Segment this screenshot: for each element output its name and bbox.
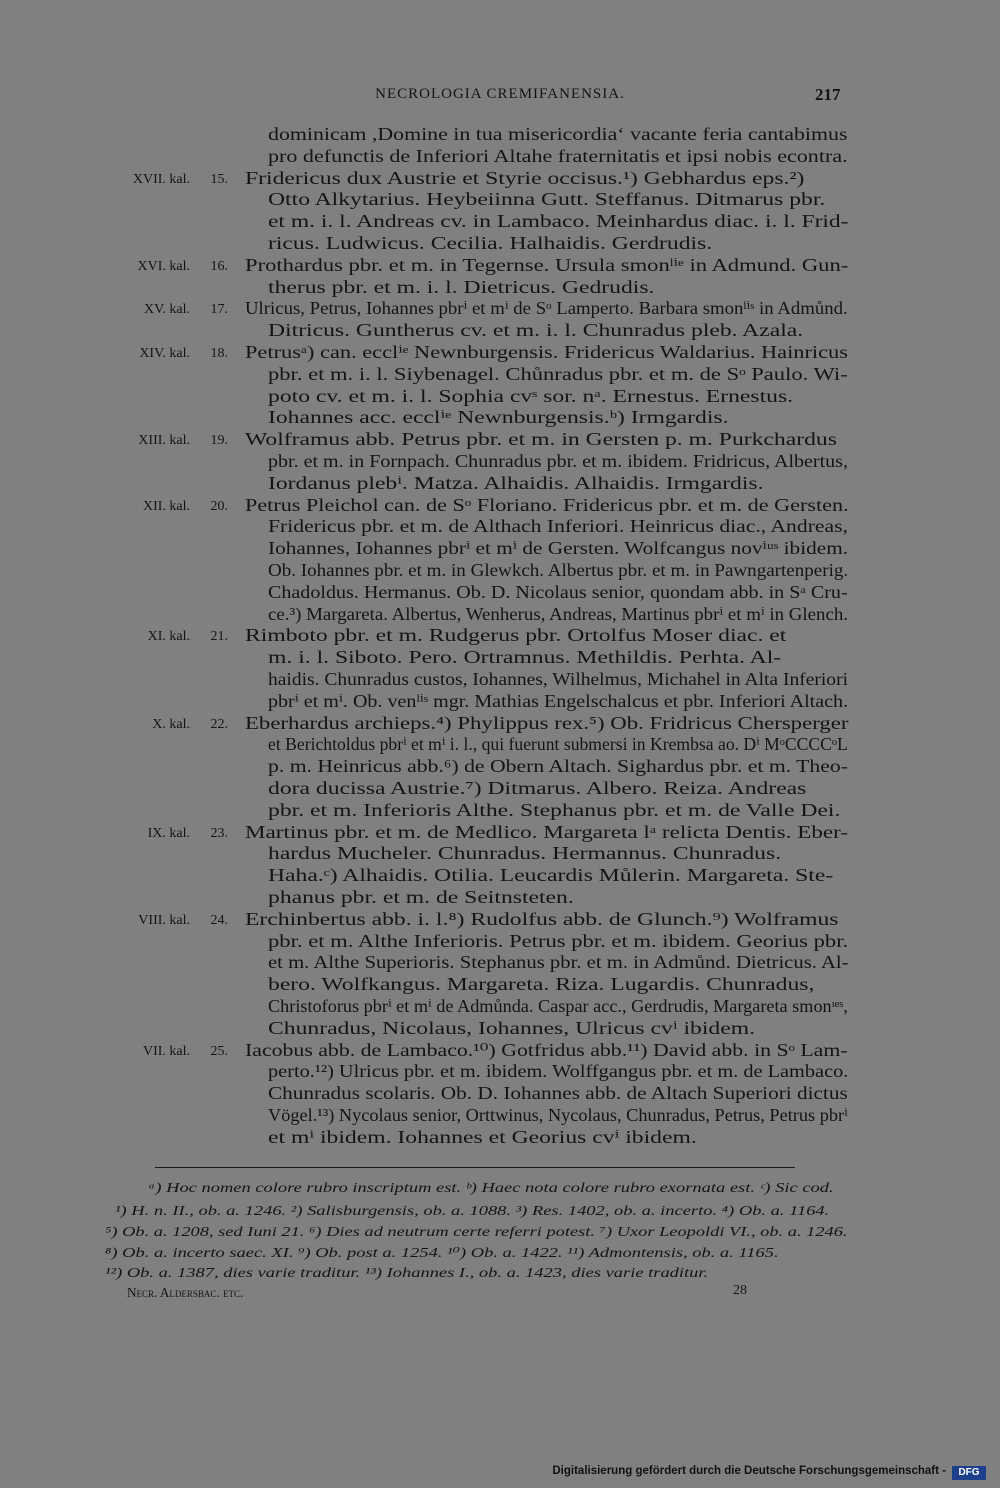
entry-line: Ditricus. Guntherus cv. et m. i. l. Chunradus pleb. Azala. bbox=[268, 320, 804, 341]
running-title: NECROLOGIA CREMIFANENSIA. bbox=[375, 86, 625, 102]
signature-mark: Necr. Aldersbac. etc. bbox=[127, 1285, 244, 1300]
day-number: 22. bbox=[210, 716, 228, 732]
entry-line: Erchinbertus abb. i. l.⁸) Rudolfus abb. de Glunch.⁹) Wolframus bbox=[245, 908, 839, 929]
entry-line: Petrusᵃ) can. ecclⁱᵉ Newnburgensis. Fridericus Waldarius. Hainricus bbox=[245, 342, 848, 362]
kalend-label: XVII. kal. bbox=[132, 171, 190, 187]
entry-line: Ulricus, Petrus, Iohannes pbrⁱ et mⁱ de Sᵒ Lamperto. Barbara smonˡⁱˢ in Admůnd. bbox=[245, 298, 848, 319]
entry-line: bero. Wolfkangus. Margareta. Riza. Lugardis. Chunradus, bbox=[268, 974, 815, 995]
entry-line: p. m. Heinricus abb.⁶) de Obern Altach. Sighardus pbr. et m. Theo- bbox=[268, 756, 848, 777]
entry-line: Prothardus pbr. et m. in Tegernse. Ursula smonˡⁱᵉ in Admund. Gun- bbox=[245, 254, 849, 275]
kalend-label: XII. kal. bbox=[142, 498, 190, 514]
kalend-label: IX. kal. bbox=[147, 825, 190, 841]
entry-line: pbr. et m. i. l. Siybenagel. Chůnradus pbr. et m. de Sᵒ Paulo. Wi- bbox=[268, 363, 848, 384]
entry-line: ricus. Ludwicus. Cecilia. Halhaidis. Gerdrudis. bbox=[268, 233, 713, 253]
entry-line: phanus pbr. et m. de Seitnsteten. bbox=[268, 887, 574, 907]
entry-line: Eberhardus archieps.⁴) Phylippus rex.⁵) Ob. Fridricus Chersperger bbox=[245, 712, 849, 733]
entry-line: Haha.ᶜ) Alhaidis. Otilia. Leucardis Můlerin. Margareta. Ste- bbox=[268, 865, 834, 886]
kalend-label: VIII. kal. bbox=[138, 912, 190, 928]
sheet-number: 28 bbox=[733, 1283, 747, 1298]
entry-line: Iacobus abb. de Lambaco.¹⁰) Gotfridus abb.¹¹) David abb. in Sᵒ Lam- bbox=[245, 1039, 848, 1060]
kalend-label: XV. kal. bbox=[143, 302, 190, 318]
day-number: 21. bbox=[210, 629, 228, 645]
entry-line: Chunradus, Nicolaus, Iohannes, Ulricus cvⁱ ibidem. bbox=[268, 1017, 756, 1038]
entry-line: Iohannes acc. ecclⁱᵉ Newnburgensis.ᵇ) Irmgardis. bbox=[268, 407, 729, 428]
entry-line: et Berichtoldus pbrⁱ et mⁱ i. l., qui fuerunt submersi in Krembsa ao. Dⁱ MᵒCCCCᵒL bbox=[268, 734, 848, 755]
entry-line: dora ducissa Austrie.⁷) Ditmarus. Albero. Reiza. Andreas bbox=[268, 778, 807, 798]
kalend-label: X. kal. bbox=[152, 716, 190, 732]
footnote-line: ⁸) Ob. a. incerto saec. XI. ⁹) Ob. post a. 1254. ¹⁰) Ob. a. 1422. ¹¹) Admontensis, ob. a. 1165. bbox=[105, 1245, 779, 1260]
entry-line: pbrⁱ et mⁱ. Ob. venˡⁱˢ mgr. Mathias Engelschalcus et pbr. Inferiori Altach. bbox=[268, 690, 849, 711]
entry-line: et mⁱ ibidem. Iohannes et Georius cvⁱ ibidem. bbox=[268, 1126, 697, 1147]
entry-line: Petrus Pleichol can. de Sᵒ Floriano. Fridericus pbr. et m. de Gersten. bbox=[245, 494, 849, 515]
dfg-credit bbox=[552, 1465, 986, 1481]
page-header bbox=[0, 86, 1000, 112]
page-number: 217 bbox=[815, 85, 841, 104]
day-number: 17. bbox=[210, 302, 228, 318]
day-number: 16. bbox=[210, 258, 228, 274]
entry-line: pbr. et m. Althe Inferioris. Petrus pbr. et m. ibidem. Georius pbr. bbox=[268, 930, 849, 951]
entry-line: Iordanus plebⁱ. Matza. Alhaidis. Alhaidis. Irmgardis. bbox=[268, 472, 764, 493]
entry-line: pbr. et m. Inferioris Althe. Stephanus pbr. et m. de Valle Dei. bbox=[268, 799, 841, 820]
entry-line: Wolframus abb. Petrus pbr. et m. in Gersten p. m. Purkchardus bbox=[245, 429, 837, 450]
day-number: 24. bbox=[210, 912, 228, 928]
entry-line: Christoforus pbrⁱ et mⁱ de Admůnda. Caspar acc., Gerdrudis, Margareta smonᶦᵉˢ, bbox=[268, 996, 848, 1016]
footnote-rule bbox=[155, 1167, 795, 1168]
entry-line: Chadoldus. Hermanus. Ob. D. Nicolaus senior, quondam abb. in Sᵃ Cru- bbox=[268, 581, 848, 602]
entry-line: ce.³) Margareta. Albertus, Wenherus, Andreas, Martinus pbrⁱ et mⁱ in Glench. bbox=[268, 603, 849, 624]
entry-line: poto cv. et m. i. l. Sophia cvˢ sor. nᵃ. Ernestus. Ernestus. bbox=[268, 385, 794, 406]
entry-line: Iohannes, Iohannes pbrⁱ et mⁱ de Gersten. Wolfcangus novⁱᵘˢ ibidem. bbox=[268, 538, 849, 559]
kalend-label: XIV. kal. bbox=[139, 346, 190, 361]
entry-line: pro defunctis de Inferiori Altahe fraternitatis et ipsi nobis econtra. bbox=[268, 145, 848, 166]
entry-line: Otto Alkytarius. Heybeiinna Gutt. Steffanus. Ditmarus pbr. bbox=[268, 189, 826, 210]
footnote-line: ¹²) Ob. a. 1387, dies varie traditur. ¹³) Iohannes I., ob. a. 1423, dies varie traditur. bbox=[105, 1265, 709, 1280]
day-number: 23. bbox=[210, 825, 228, 841]
entry-line: pbr. et m. in Fornpach. Chunradus pbr. et m. ibidem. Fridricus, Albertus, bbox=[268, 451, 848, 471]
dfg-credit-text: Digitalisierung gefördert durch die Deutsche Forschungsgemeinschaft - bbox=[552, 1465, 946, 1477]
entry-line: perto.¹²) Ulricus pbr. et m. ibidem. Wolffgangus pbr. et m. de Lambaco. bbox=[268, 1061, 849, 1082]
kalend-label: XIII. kal. bbox=[138, 433, 190, 449]
day-number: 19. bbox=[210, 433, 228, 449]
footnote-line: ᵃ) Hoc nomen colore rubro inscriptum est. ᵇ) Haec nota colore rubro exornata est. ᶜ) Sic cod. bbox=[148, 1180, 834, 1195]
entry-line: et m. i. l. Andreas cv. in Lambaco. Meinhardus diac. i. l. Frid- bbox=[268, 211, 849, 232]
kalend-label: XI. kal. bbox=[147, 629, 190, 645]
day-number: 15. bbox=[210, 171, 228, 187]
entry-line: Fridericus pbr. et m. de Althach Inferiori. Heinricus diac., Andreas, bbox=[268, 516, 848, 537]
kalend-label: VII. kal. bbox=[142, 1043, 190, 1059]
dfg-logo-icon: DFG bbox=[952, 1466, 986, 1480]
entry-line: hardus Mucheler. Chunradus. Hermannus. Chunradus. bbox=[268, 843, 782, 864]
entry-line: m. i. l. Siboto. Pero. Ortramnus. Methildis. Perhta. Al- bbox=[268, 647, 782, 668]
footnote-line: ⁵) Ob. a. 1208, sed Iuni 21. ⁶) Dies ad neutrum certe referri potest. ⁷) Uxor Leopoldi VI., ob. a. 1246. bbox=[105, 1224, 848, 1239]
day-number: 20. bbox=[210, 498, 228, 514]
entry-line: Ob. Iohannes pbr. et m. in Glewkch. Albertus pbr. et m. in Pawngartenperig. bbox=[268, 560, 849, 580]
entry-line: Chunradus scolaris. Ob. D. Iohannes abb. de Altach Superiori dictus bbox=[268, 1083, 848, 1104]
kalend-label: XVI. kal. bbox=[137, 258, 190, 274]
entry-line: et m. Althe Superioris. Stephanus pbr. et m. in Admůnd. Dietricus. Al- bbox=[268, 952, 849, 973]
entry-line: Fridericus dux Austrie et Styrie occisus.¹) Gebhardus eps.²) bbox=[245, 167, 805, 188]
day-number: 25. bbox=[210, 1043, 228, 1059]
entry-line: dominicam ,Domine in tua misericordia‘ vacante feria cantabimus bbox=[268, 124, 848, 144]
entry-line: Rimboto pbr. et m. Rudgerus pbr. Ortolfus Moser diac. et bbox=[245, 625, 787, 646]
entry-line: Vögel.¹³) Nycolaus senior, Orttwinus, Nycolaus, Chunradus, Petrus, Petrus pbrⁱ bbox=[268, 1105, 848, 1125]
entry-line: Martinus pbr. et m. de Medlico. Margareta lᵃ relicta Dentis. Eber- bbox=[245, 821, 849, 842]
day-number: 18. bbox=[210, 346, 228, 361]
entry-line: haidis. Chunradus custos, Iohannes, Wilhelmus, Michahel in Alta Inferiori bbox=[268, 669, 848, 689]
footnote-line: ¹) H. n. II., ob. a. 1246. ²) Salisburgensis, ob. a. 1088. ³) Res. 1402, ob. a. incerto. ⁴) Ob. a. 1164. bbox=[115, 1203, 830, 1218]
entry-line: therus pbr. et m. i. l. Dietricus. Gedrudis. bbox=[268, 276, 655, 297]
